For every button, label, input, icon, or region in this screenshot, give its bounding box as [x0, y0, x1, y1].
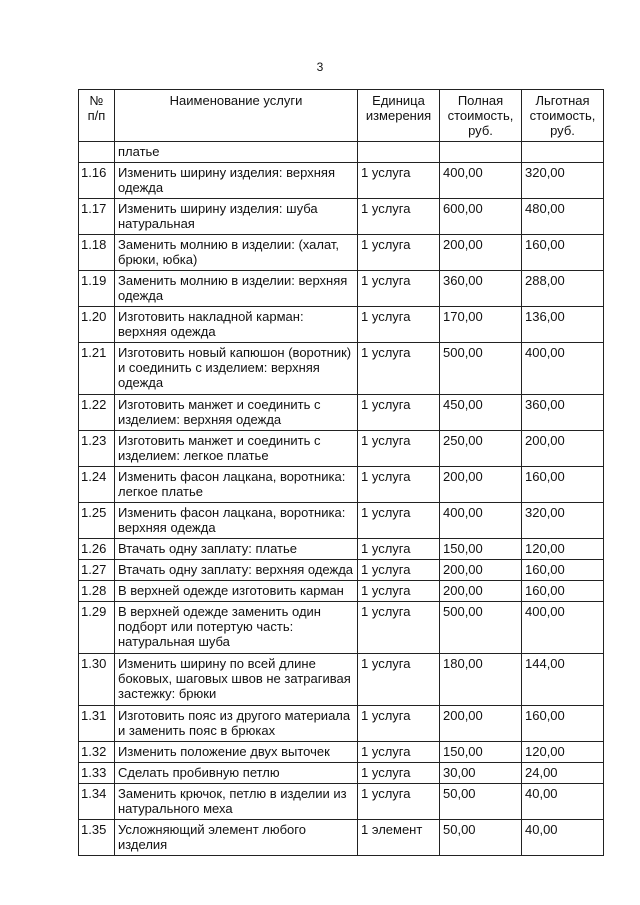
cell-full-price: 200,00: [440, 581, 522, 602]
table-row: [79, 467, 604, 503]
cell-unit: 1 услуга: [358, 271, 440, 307]
header-name: Наименование услуги: [115, 90, 358, 142]
cell-name: Заменить молнию в изделии: верхняя одежда: [115, 271, 358, 307]
cell-discount-price: 160,00: [522, 560, 604, 581]
cell-unit: 1 услуга: [358, 343, 440, 395]
cell-num: 1.17: [79, 199, 115, 235]
cell-num: 1.34: [79, 784, 115, 820]
cell-name: Изменить положение двух выточек: [115, 742, 358, 763]
header-num: № п/п: [79, 90, 115, 142]
cell-discount-price: 160,00: [522, 467, 604, 503]
cell-name: Изменить ширину изделия: верхняя одежда: [115, 163, 358, 199]
cell-name: В верхней одежде заменить один подборт или потертую часть: натуральная шуба: [115, 602, 358, 654]
cell-unit: 1 услуга: [358, 199, 440, 235]
cell-full-price: 500,00: [440, 343, 522, 395]
cell-full-price: 200,00: [440, 706, 522, 742]
cell-full-price: 150,00: [440, 742, 522, 763]
cell-num: 1.20: [79, 307, 115, 343]
table-row: [79, 395, 604, 431]
cell-discount-price: 24,00: [522, 763, 604, 784]
cell-unit: [358, 142, 440, 163]
cell-unit: 1 услуга: [358, 395, 440, 431]
cell-num: 1.19: [79, 271, 115, 307]
cell-unit: 1 услуга: [358, 307, 440, 343]
cell-name: Изготовить манжет и соединить с изделием: верхняя одежда: [115, 395, 358, 431]
cell-num: 1.22: [79, 395, 115, 431]
cell-num: 1.21: [79, 343, 115, 395]
table-row: [79, 784, 604, 820]
cell-name: Втачать одну заплату: верхняя одежда: [115, 560, 358, 581]
cell-unit: 1 услуга: [358, 654, 440, 706]
cell-num: 1.30: [79, 654, 115, 706]
cell-num: 1.32: [79, 742, 115, 763]
cell-unit: 1 услуга: [358, 581, 440, 602]
cell-discount-price: 120,00: [522, 742, 604, 763]
cell-discount-price: 136,00: [522, 307, 604, 343]
cell-name: Изготовить новый капюшон (воротник) и соединить с изделием: верхняя одежда: [115, 343, 358, 395]
cell-discount-price: 40,00: [522, 820, 604, 856]
cell-unit: 1 услуга: [358, 467, 440, 503]
cell-discount-price: 320,00: [522, 503, 604, 539]
cell-num: 1.18: [79, 235, 115, 271]
table-row: [79, 503, 604, 539]
cell-full-price: 50,00: [440, 784, 522, 820]
cell-name: Изменить фасон лацкана, воротника: легкое платье: [115, 467, 358, 503]
cell-num: 1.27: [79, 560, 115, 581]
cell-num: [79, 142, 115, 163]
cell-discount-price: 144,00: [522, 654, 604, 706]
cell-unit: 1 услуга: [358, 431, 440, 467]
cell-full-price: 50,00: [440, 820, 522, 856]
cell-name: Изменить фасон лацкана, воротника: верхняя одежда: [115, 503, 358, 539]
cell-full-price: 600,00: [440, 199, 522, 235]
cell-full-price: 200,00: [440, 235, 522, 271]
cell-discount-price: 360,00: [522, 395, 604, 431]
cell-num: 1.26: [79, 539, 115, 560]
table-row: [79, 820, 604, 856]
cell-discount-price: 480,00: [522, 199, 604, 235]
cell-num: 1.23: [79, 431, 115, 467]
cell-unit: 1 услуга: [358, 763, 440, 784]
cell-full-price: 400,00: [440, 503, 522, 539]
table-row: [79, 431, 604, 467]
cell-unit: 1 услуга: [358, 503, 440, 539]
table-row: [79, 742, 604, 763]
cell-discount-price: 120,00: [522, 539, 604, 560]
cell-num: 1.29: [79, 602, 115, 654]
cell-name: Изменить ширину по всей длине боковых, шаговых швов не затрагивая застежку: брюки: [115, 654, 358, 706]
cell-name: Втачать одну заплату: платье: [115, 539, 358, 560]
cell-discount-price: 160,00: [522, 706, 604, 742]
cell-name: платье: [115, 142, 358, 163]
cell-num: 1.24: [79, 467, 115, 503]
cell-num: 1.28: [79, 581, 115, 602]
cell-full-price: 360,00: [440, 271, 522, 307]
table-row: [79, 199, 604, 235]
cell-unit: 1 услуга: [358, 235, 440, 271]
table-row: [79, 307, 604, 343]
cell-discount-price: 160,00: [522, 235, 604, 271]
table-header-row: [79, 90, 604, 142]
table-row: [79, 343, 604, 395]
cell-full-price: 30,00: [440, 763, 522, 784]
cell-discount-price: 160,00: [522, 581, 604, 602]
cell-name: Сделать пробивную петлю: [115, 763, 358, 784]
services-price-table: [78, 89, 604, 856]
cell-name: Заменить молнию в изделии: (халат, брюки, юбка): [115, 235, 358, 271]
header-discount-price: Льготная стоимость, руб.: [522, 90, 604, 142]
cell-name: Изготовить накладной карман: верхняя одежда: [115, 307, 358, 343]
table-row: [79, 271, 604, 307]
cell-discount-price: 200,00: [522, 431, 604, 467]
table-row: [79, 560, 604, 581]
cell-discount-price: 400,00: [522, 343, 604, 395]
cell-name: В верхней одежде изготовить карман: [115, 581, 358, 602]
cell-unit: 1 услуга: [358, 706, 440, 742]
table-row: [79, 763, 604, 784]
cell-unit: 1 услуга: [358, 163, 440, 199]
cell-discount-price: 40,00: [522, 784, 604, 820]
cell-num: 1.31: [79, 706, 115, 742]
cell-num: 1.16: [79, 163, 115, 199]
table-row: [79, 706, 604, 742]
cell-unit: 1 услуга: [358, 742, 440, 763]
cell-name: Изменить ширину изделия: шуба натуральная: [115, 199, 358, 235]
cell-discount-price: [522, 142, 604, 163]
cell-discount-price: 400,00: [522, 602, 604, 654]
cell-unit: 1 элемент: [358, 820, 440, 856]
table-row: [79, 163, 604, 199]
table-row-continuation: [79, 142, 604, 163]
cell-full-price: 200,00: [440, 560, 522, 581]
page-number: 3: [316, 60, 324, 74]
cell-full-price: 180,00: [440, 654, 522, 706]
cell-num: 1.35: [79, 820, 115, 856]
header-full-price: Полная стоимость, руб.: [440, 90, 522, 142]
cell-num: 1.25: [79, 503, 115, 539]
table-row: [79, 235, 604, 271]
cell-full-price: 400,00: [440, 163, 522, 199]
table-row: [79, 654, 604, 706]
cell-full-price: 170,00: [440, 307, 522, 343]
header-unit: Единица измерения: [358, 90, 440, 142]
cell-full-price: 250,00: [440, 431, 522, 467]
table-row: [79, 602, 604, 654]
cell-name: Заменить крючок, петлю в изделии из натурального меха: [115, 784, 358, 820]
cell-full-price: [440, 142, 522, 163]
cell-unit: 1 услуга: [358, 539, 440, 560]
cell-name: Изготовить пояс из другого материала и заменить пояс в брюках: [115, 706, 358, 742]
cell-unit: 1 услуга: [358, 784, 440, 820]
cell-full-price: 200,00: [440, 467, 522, 503]
cell-num: 1.33: [79, 763, 115, 784]
cell-full-price: 150,00: [440, 539, 522, 560]
cell-name: Изготовить манжет и соединить с изделием: легкое платье: [115, 431, 358, 467]
cell-unit: 1 услуга: [358, 602, 440, 654]
cell-full-price: 500,00: [440, 602, 522, 654]
table-row: [79, 539, 604, 560]
cell-full-price: 450,00: [440, 395, 522, 431]
cell-discount-price: 288,00: [522, 271, 604, 307]
cell-discount-price: 320,00: [522, 163, 604, 199]
cell-unit: 1 услуга: [358, 560, 440, 581]
cell-name: Усложняющий элемент любого изделия: [115, 820, 358, 856]
table-row: [79, 581, 604, 602]
